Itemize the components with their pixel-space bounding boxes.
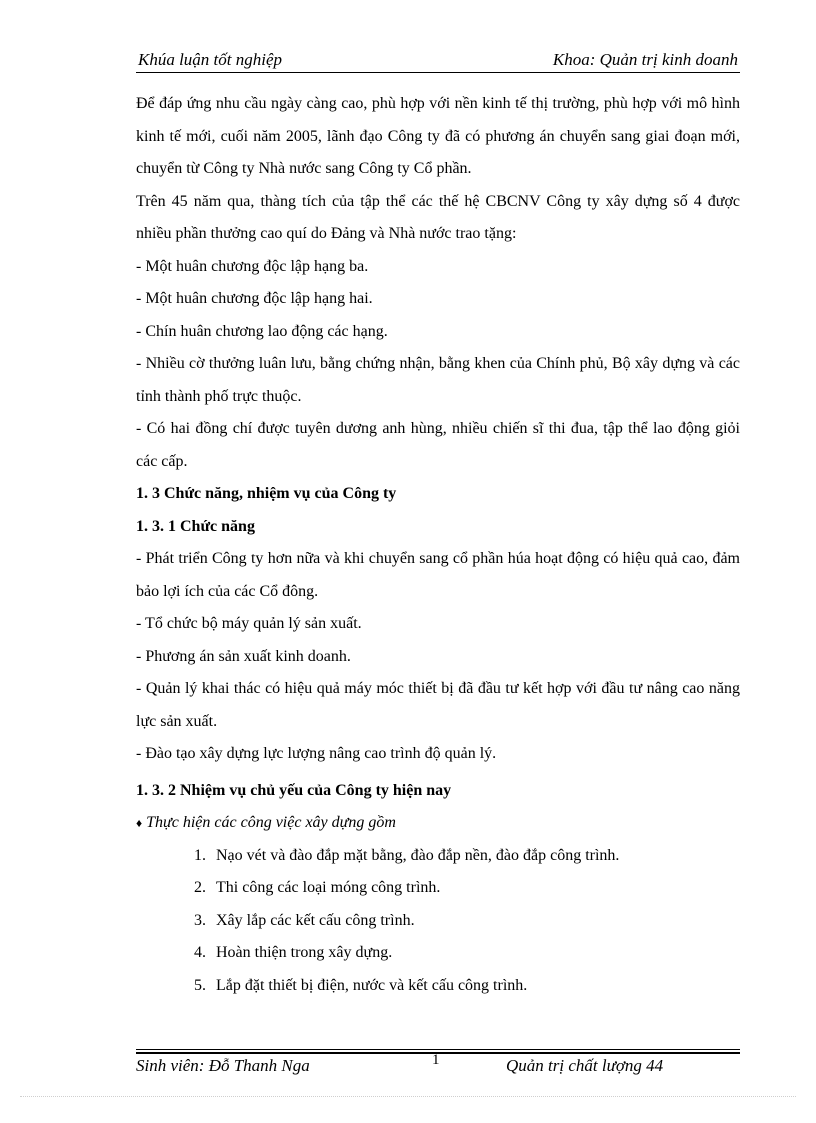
page-bottom-dotted-line	[20, 1096, 796, 1097]
page-number: 1	[432, 1052, 440, 1068]
diamond-bullet-icon: ♦	[136, 816, 143, 830]
task-item: 4. Hoàn thiện trong xây dựng.	[210, 937, 740, 970]
award-item: - Chín huân chương lao động các hạng.	[136, 322, 388, 340]
footer-rule	[136, 1049, 740, 1050]
award-item: - Một huân chương độc lập hạng ba.	[136, 257, 369, 275]
function-item: - Phát triển Công ty hơn nữa và khi chuyển sang cổ phần húa hoạt động có hiệu quả cao, đảm bảo lợi ích của các Cổ đông.	[136, 550, 740, 600]
document-body	[136, 88, 740, 1002]
award-item: - Một huân chương độc lập hạng hai.	[136, 290, 373, 307]
bullet-line	[136, 807, 740, 840]
footer-class-label: Quản trị chất lượng 44	[506, 1056, 664, 1075]
section-heading-1-3: 1. 3 Chức năng, nhiệm vụ của Công ty	[136, 485, 397, 502]
paragraph-intro: Để đáp ứng nhu cầu ngày càng cao, phù hợp với nền kinh tế thị trường, phù hợp với mô hình kinh tế mới, cuối năm 2005, lãnh đạo Công ty đã có phương án chuyển sang giai đoạn mới, chuyển từ Công ty Nhà nước sang Công ty Cổ phần.	[136, 95, 740, 177]
header-rule	[136, 72, 740, 73]
paragraph-achievements: Trên 45 năm qua, thàng tích của tập thể các thế hệ CBCNV Công ty xây dựng số 4 được nhiều phần thưởng cao quí do Đảng và Nhà nước trao tặng:	[136, 192, 740, 242]
task-item: 5. Lắp đặt thiết bị điện, nước và kết cấu công trình.	[210, 970, 740, 1003]
task-item: 2. Thi công các loại móng công trình.	[210, 872, 740, 905]
task-list	[136, 840, 740, 1003]
page-footer	[136, 1052, 740, 1078]
header-thesis-label: Khúa luận tốt nghiệp	[138, 50, 283, 69]
bullet-text: Thực hiện các công việc xây dựng gồm	[146, 814, 396, 831]
section-heading-1-3-2: 1. 3. 2 Nhiệm vụ chủ yếu của Công ty hiện nay	[136, 781, 452, 799]
function-item: - Đào tạo xây dựng lực lượng nâng cao trình độ quản lý.	[136, 745, 497, 762]
function-item: - Quản lý khai thác có hiệu quả máy móc thiết bị đã đầu tư kết hợp với đầu tư nâng cao năng lực sản xuất.	[136, 680, 740, 730]
award-item: - Nhiều cờ thưởng luân lưu, bằng chứng nhận, bằng khen của Chính phủ, Bộ xây dựng và các tỉnh thành phố trực thuộc.	[136, 355, 740, 405]
header-faculty-label: Khoa: Quản trị kinh doanh	[552, 50, 738, 69]
task-item: 1. Nạo vét và đào đắp mặt bằng, đào đắp nền, đào đắp công trình.	[210, 840, 740, 873]
task-item: 3. Xây lắp các kết cấu công trình.	[210, 905, 740, 938]
award-item: - Có hai đồng chí được tuyên dương anh hùng, nhiều chiến sĩ thi đua, tập thể lao động giỏi các cấp.	[136, 420, 740, 470]
function-item: - Tổ chức bộ máy quản lý sản xuất.	[136, 615, 362, 632]
section-heading-1-3-1: 1. 3. 1 Chức năng	[136, 517, 255, 535]
page-header	[136, 50, 740, 72]
function-item: - Phương án sản xuất kinh doanh.	[136, 647, 351, 665]
footer-student-label: Sinh viên: Đỗ Thanh Nga	[136, 1056, 310, 1075]
